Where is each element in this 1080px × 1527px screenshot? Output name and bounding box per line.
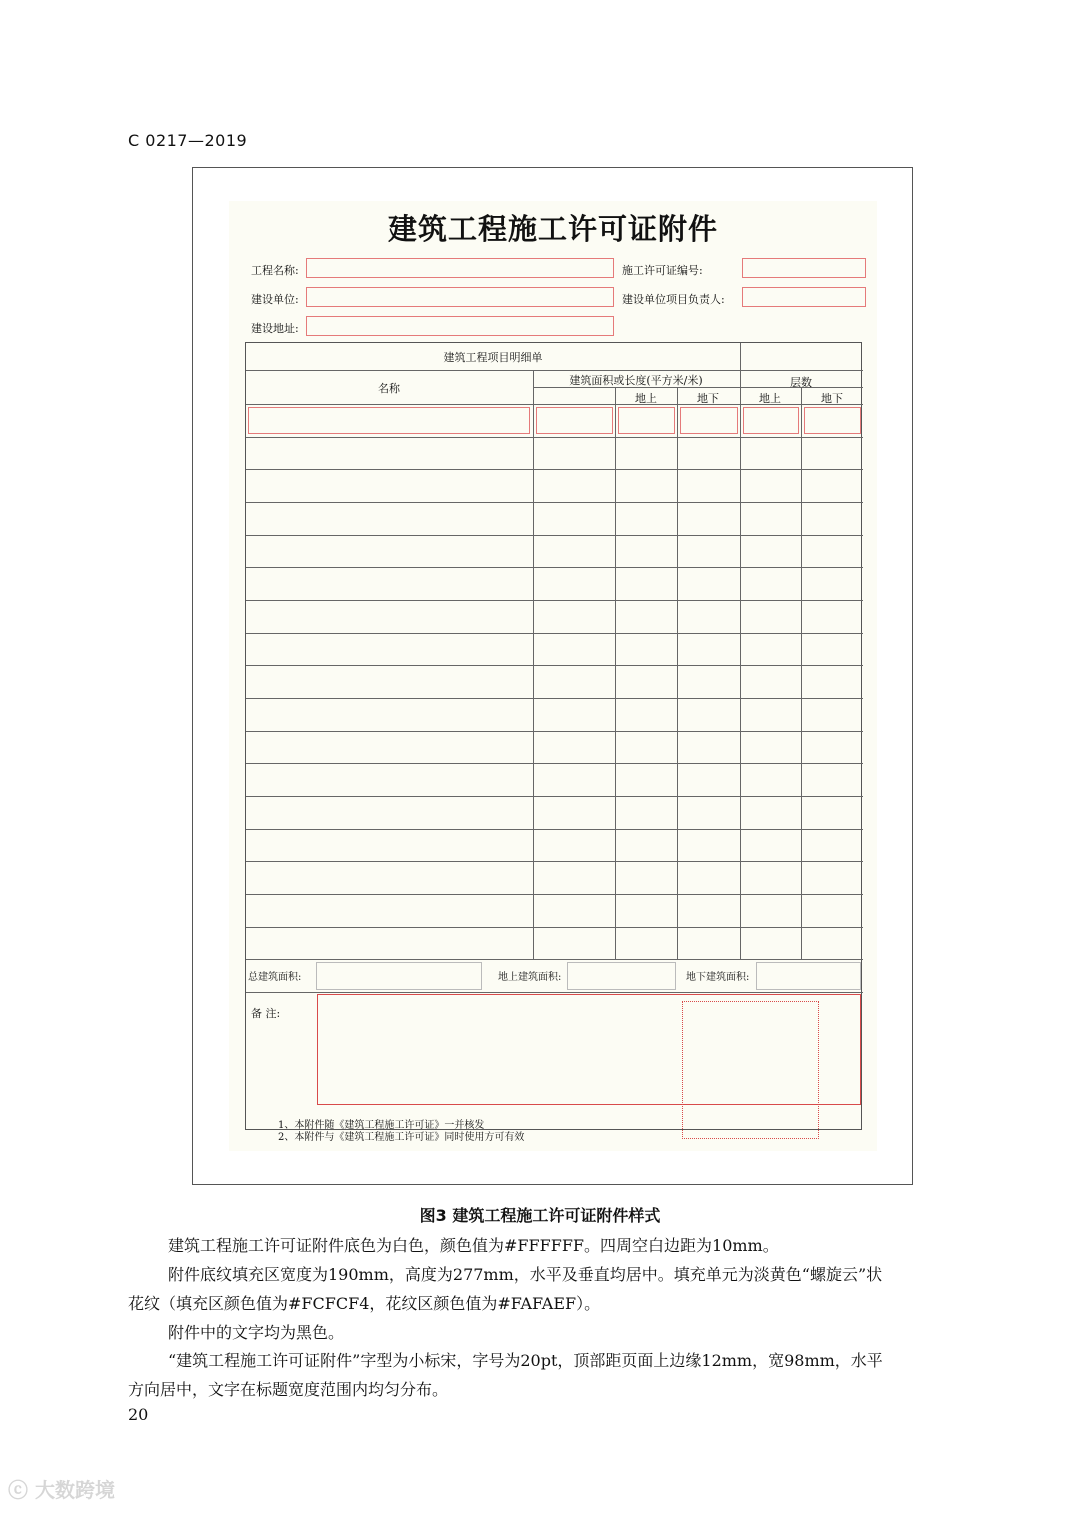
construction-unit-field[interactable] xyxy=(306,287,614,307)
permit-number-field[interactable] xyxy=(742,258,866,278)
floors-above-header: 地上 xyxy=(759,392,781,405)
col-area-header: 建筑面积或长度(平方米/米) xyxy=(569,374,703,387)
rule xyxy=(246,665,863,666)
area-above-header: 地上 xyxy=(635,392,657,405)
row-1-name-field[interactable] xyxy=(248,407,530,434)
project-detail-table xyxy=(245,342,862,1143)
rule xyxy=(740,343,741,959)
rule xyxy=(246,502,863,503)
below-area-field[interactable] xyxy=(756,962,861,990)
page-number: 20 xyxy=(128,1405,149,1424)
row-1-floors-below-field[interactable] xyxy=(743,407,799,434)
paragraph-3: 附件中的文字均为黑色。 xyxy=(168,1323,345,1342)
rule xyxy=(246,861,863,862)
total-area-field[interactable] xyxy=(316,962,482,990)
construction-address-field[interactable] xyxy=(306,316,614,336)
remarks-label: 备 注: xyxy=(251,1007,281,1020)
rule xyxy=(246,370,740,371)
above-area-label: 地上建筑面积: xyxy=(498,972,562,983)
paragraph-1: 建筑工程施工许可证附件底色为白色，颜色值为#FFFFFF。四周空白边距为10mm。 xyxy=(168,1236,779,1255)
table-title: 建筑工程项目明细单 xyxy=(443,351,543,364)
paragraph-4: “建筑工程施工许可证附件”字型为小标宋，字号为20pt，顶部距页面上边缘12mm，宽98mm，水平 xyxy=(168,1351,883,1370)
construction-address-label: 建设地址: xyxy=(251,322,299,335)
project-name-label: 工程名称: xyxy=(251,264,299,277)
project-name-field[interactable] xyxy=(306,258,614,278)
permit-number-label: 施工许可证编号: xyxy=(622,264,703,277)
rule xyxy=(533,370,534,959)
permit-attachment-sheet xyxy=(229,201,877,1151)
paragraph-2: 附件底纹填充区宽度为190mm，高度为277mm，水平及垂直均居中。填充单元为淡黄色“螺旋云”状 xyxy=(168,1265,883,1284)
project-leader-label: 建设单位项目负责人: xyxy=(622,293,725,306)
standard-code: C 0217—2019 xyxy=(128,131,248,150)
rule xyxy=(246,698,863,699)
above-area-field[interactable] xyxy=(567,962,676,990)
watermark xyxy=(8,1474,115,1503)
rule xyxy=(740,370,863,371)
project-leader-field[interactable] xyxy=(742,287,866,307)
rule xyxy=(246,600,863,601)
row-1-floors-extra-field[interactable] xyxy=(804,407,861,434)
rule xyxy=(246,927,863,928)
figure-caption: 图3 建筑工程施工许可证附件样式 xyxy=(419,1206,661,1225)
paragraph-4-cont: 方向居中，文字在标题宽度范围内均匀分布。 xyxy=(128,1380,449,1399)
col-floors-header: 层数 xyxy=(790,376,812,389)
watermark-text: 大数跨境 xyxy=(34,1478,115,1502)
rule xyxy=(246,633,863,634)
rule xyxy=(801,387,802,959)
seal-area xyxy=(682,1001,819,1139)
row-1-area-above-field[interactable] xyxy=(536,407,613,434)
note-2: 2、本附件与《建筑工程施工许可证》同时使用方可有效 xyxy=(278,1132,525,1143)
rule xyxy=(246,763,863,764)
sheet-title: 建筑工程施工许可证附件 xyxy=(387,212,718,246)
rule xyxy=(677,387,678,959)
floors-below-header: 地下 xyxy=(821,392,843,405)
note-1: 1、本附件随《建筑工程施工许可证》一并核发 xyxy=(278,1120,485,1131)
col-name-header: 名称 xyxy=(378,382,400,395)
row-1-area-below-field[interactable] xyxy=(618,407,675,434)
figure-frame xyxy=(192,167,913,1185)
total-area-label: 总建筑面积: xyxy=(248,972,302,983)
rule xyxy=(246,894,863,895)
rule xyxy=(246,959,863,960)
paragraph-2-cont: 花纹（填充区颜色值为#FCFCF4，花纹区颜色值为#FAFAEF）。 xyxy=(128,1294,601,1313)
rule xyxy=(615,387,616,959)
rule xyxy=(246,796,863,797)
row-1-floors-above-field[interactable] xyxy=(680,407,738,434)
area-below-header: 地下 xyxy=(697,392,719,405)
rule xyxy=(246,567,863,568)
rule xyxy=(246,992,863,993)
rule xyxy=(246,437,863,438)
construction-unit-label: 建设单位: xyxy=(251,293,299,306)
rule xyxy=(246,829,863,830)
below-area-label: 地下建筑面积: xyxy=(686,972,750,983)
watermark-logo-icon: ⓒ xyxy=(8,1478,35,1502)
rule xyxy=(246,469,863,470)
rule xyxy=(246,731,863,732)
rule xyxy=(246,535,863,536)
